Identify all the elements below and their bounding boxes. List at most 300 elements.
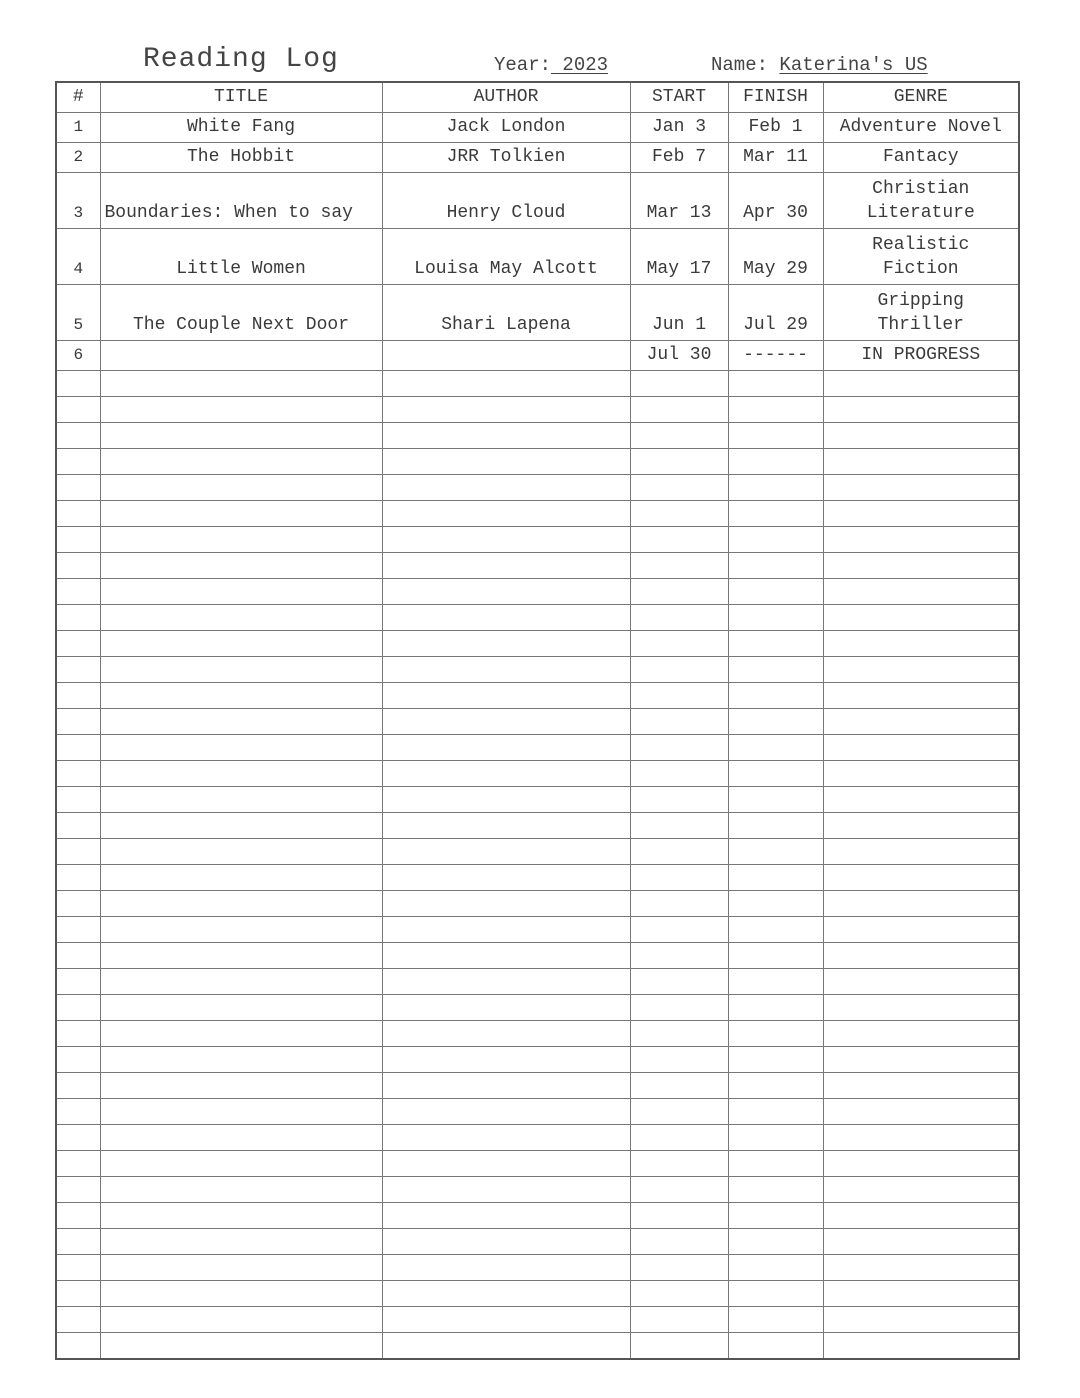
empty-cell bbox=[56, 501, 100, 527]
empty-cell bbox=[382, 423, 630, 449]
empty-cell bbox=[100, 917, 382, 943]
empty-cell bbox=[56, 995, 100, 1021]
column-header-finish: FINISH bbox=[728, 82, 823, 113]
empty-cell bbox=[382, 631, 630, 657]
empty-cell bbox=[56, 761, 100, 787]
empty-cell bbox=[100, 1177, 382, 1203]
table-row bbox=[56, 143, 1019, 173]
empty-cell bbox=[728, 761, 823, 787]
empty-cell bbox=[382, 1099, 630, 1125]
empty-cell bbox=[823, 579, 1019, 605]
empty-cell bbox=[630, 1333, 728, 1360]
year-field bbox=[494, 54, 608, 76]
empty-cell bbox=[728, 1047, 823, 1073]
empty-cell bbox=[56, 1125, 100, 1151]
empty-row bbox=[56, 1125, 1019, 1151]
empty-cell bbox=[728, 423, 823, 449]
empty-row bbox=[56, 1281, 1019, 1307]
empty-cell bbox=[56, 1229, 100, 1255]
empty-cell bbox=[100, 839, 382, 865]
empty-cell bbox=[100, 475, 382, 501]
empty-cell bbox=[100, 735, 382, 761]
genre bbox=[823, 285, 1019, 341]
genre-line-1: Realistic bbox=[872, 235, 970, 255]
empty-cell bbox=[100, 995, 382, 1021]
empty-cell bbox=[100, 813, 382, 839]
empty-row bbox=[56, 553, 1019, 579]
empty-cell bbox=[630, 423, 728, 449]
empty-row bbox=[56, 891, 1019, 917]
empty-cell bbox=[56, 631, 100, 657]
column-header-number: # bbox=[56, 82, 100, 113]
empty-row bbox=[56, 397, 1019, 423]
empty-cell bbox=[56, 371, 100, 397]
empty-cell bbox=[382, 1307, 630, 1333]
empty-cell bbox=[56, 1203, 100, 1229]
genre-line-2: Literature bbox=[866, 203, 975, 223]
empty-cell bbox=[382, 1021, 630, 1047]
empty-cell bbox=[630, 865, 728, 891]
empty-cell bbox=[728, 371, 823, 397]
empty-cell bbox=[100, 761, 382, 787]
empty-cell bbox=[56, 865, 100, 891]
empty-cell bbox=[728, 1151, 823, 1177]
empty-cell bbox=[823, 1229, 1019, 1255]
empty-cell bbox=[823, 995, 1019, 1021]
empty-row bbox=[56, 631, 1019, 657]
empty-cell bbox=[630, 735, 728, 761]
book-author: Louisa May Alcott bbox=[382, 229, 630, 285]
empty-cell bbox=[823, 1307, 1019, 1333]
empty-cell bbox=[823, 839, 1019, 865]
genre: Fantacy bbox=[823, 143, 1019, 173]
empty-cell bbox=[56, 1307, 100, 1333]
empty-cell bbox=[823, 423, 1019, 449]
empty-cell bbox=[728, 1229, 823, 1255]
empty-cell bbox=[728, 579, 823, 605]
empty-cell bbox=[100, 605, 382, 631]
empty-cell bbox=[100, 1307, 382, 1333]
empty-cell bbox=[630, 1125, 728, 1151]
empty-cell bbox=[382, 579, 630, 605]
empty-cell bbox=[630, 1307, 728, 1333]
empty-cell bbox=[100, 1125, 382, 1151]
empty-row bbox=[56, 579, 1019, 605]
empty-cell bbox=[100, 1255, 382, 1281]
empty-cell bbox=[56, 1177, 100, 1203]
start-date: Mar 13 bbox=[630, 173, 728, 229]
finish-date: Apr 30 bbox=[728, 173, 823, 229]
empty-cell bbox=[382, 475, 630, 501]
empty-cell bbox=[100, 397, 382, 423]
book-title: The Couple Next Door bbox=[100, 285, 382, 341]
empty-cell bbox=[100, 527, 382, 553]
empty-row bbox=[56, 1021, 1019, 1047]
empty-cell bbox=[100, 1073, 382, 1099]
empty-cell bbox=[56, 475, 100, 501]
empty-cell bbox=[382, 657, 630, 683]
empty-cell bbox=[382, 605, 630, 631]
empty-cell bbox=[728, 865, 823, 891]
empty-cell bbox=[728, 1073, 823, 1099]
empty-cell bbox=[100, 631, 382, 657]
book-title: Boundaries: When to say bbox=[100, 173, 382, 229]
empty-cell bbox=[56, 1255, 100, 1281]
reading-log-table bbox=[55, 81, 1020, 1360]
finish-date: ------ bbox=[728, 341, 823, 371]
empty-row bbox=[56, 839, 1019, 865]
empty-cell bbox=[382, 787, 630, 813]
table-row bbox=[56, 229, 1019, 285]
empty-cell bbox=[728, 891, 823, 917]
empty-row bbox=[56, 787, 1019, 813]
empty-cell bbox=[823, 1177, 1019, 1203]
empty-cell bbox=[382, 449, 630, 475]
empty-cell bbox=[823, 813, 1019, 839]
empty-cell bbox=[823, 1333, 1019, 1360]
empty-cell bbox=[100, 1333, 382, 1360]
empty-cell bbox=[382, 1151, 630, 1177]
empty-row bbox=[56, 1307, 1019, 1333]
empty-cell bbox=[56, 579, 100, 605]
empty-cell bbox=[728, 943, 823, 969]
genre bbox=[823, 173, 1019, 229]
empty-cell bbox=[630, 995, 728, 1021]
table-row bbox=[56, 173, 1019, 229]
empty-cell bbox=[100, 787, 382, 813]
row-number: 1 bbox=[56, 113, 100, 143]
empty-cell bbox=[728, 1281, 823, 1307]
year-label: Year: bbox=[494, 54, 552, 76]
empty-cell bbox=[56, 1281, 100, 1307]
empty-cell bbox=[728, 1203, 823, 1229]
book-title: White Fang bbox=[100, 113, 382, 143]
book-author: Jack London bbox=[382, 113, 630, 143]
empty-cell bbox=[823, 553, 1019, 579]
year-value: 2023 bbox=[551, 54, 609, 76]
empty-row bbox=[56, 1229, 1019, 1255]
page-title: Reading Log bbox=[143, 44, 339, 75]
empty-cell bbox=[630, 1255, 728, 1281]
empty-cell bbox=[728, 657, 823, 683]
empty-cell bbox=[382, 735, 630, 761]
empty-cell bbox=[728, 1177, 823, 1203]
empty-cell bbox=[728, 1099, 823, 1125]
finish-date: Feb 1 bbox=[728, 113, 823, 143]
empty-cell bbox=[630, 709, 728, 735]
empty-cell bbox=[630, 371, 728, 397]
empty-cell bbox=[100, 657, 382, 683]
empty-cell bbox=[382, 891, 630, 917]
genre-line-1: Gripping bbox=[877, 291, 964, 311]
column-header-genre: GENRE bbox=[823, 82, 1019, 113]
empty-cell bbox=[100, 1099, 382, 1125]
empty-cell bbox=[630, 475, 728, 501]
empty-cell bbox=[630, 1203, 728, 1229]
empty-cell bbox=[630, 397, 728, 423]
empty-cell bbox=[382, 839, 630, 865]
empty-cell bbox=[630, 943, 728, 969]
empty-cell bbox=[823, 631, 1019, 657]
empty-cell bbox=[56, 657, 100, 683]
empty-cell bbox=[823, 709, 1019, 735]
empty-cell bbox=[728, 917, 823, 943]
book-author: Shari Lapena bbox=[382, 285, 630, 341]
finish-date: Jul 29 bbox=[728, 285, 823, 341]
empty-cell bbox=[382, 1125, 630, 1151]
empty-cell bbox=[100, 371, 382, 397]
empty-cell bbox=[728, 605, 823, 631]
empty-cell bbox=[823, 475, 1019, 501]
empty-cell bbox=[100, 709, 382, 735]
empty-cell bbox=[630, 683, 728, 709]
empty-cell bbox=[56, 1021, 100, 1047]
empty-cell bbox=[823, 943, 1019, 969]
empty-cell bbox=[630, 917, 728, 943]
table-row bbox=[56, 113, 1019, 143]
row-number: 5 bbox=[56, 285, 100, 341]
empty-cell bbox=[728, 631, 823, 657]
empty-cell bbox=[823, 891, 1019, 917]
empty-cell bbox=[823, 657, 1019, 683]
start-date: May 17 bbox=[630, 229, 728, 285]
table-row bbox=[56, 341, 1019, 371]
empty-cell bbox=[728, 839, 823, 865]
empty-cell bbox=[630, 787, 728, 813]
empty-cell bbox=[56, 1333, 100, 1360]
genre bbox=[823, 229, 1019, 285]
empty-row bbox=[56, 475, 1019, 501]
empty-cell bbox=[630, 1151, 728, 1177]
empty-cell bbox=[823, 1255, 1019, 1281]
empty-cell bbox=[630, 1281, 728, 1307]
genre: Adventure Novel bbox=[823, 113, 1019, 143]
empty-cell bbox=[56, 891, 100, 917]
start-date: Jul 30 bbox=[630, 341, 728, 371]
empty-row bbox=[56, 917, 1019, 943]
empty-cell bbox=[56, 1151, 100, 1177]
empty-cell bbox=[728, 553, 823, 579]
empty-cell bbox=[100, 1203, 382, 1229]
book-title: Little Women bbox=[100, 229, 382, 285]
empty-cell bbox=[56, 605, 100, 631]
genre-line-1: Christian bbox=[872, 179, 970, 199]
empty-cell bbox=[100, 501, 382, 527]
empty-cell bbox=[382, 527, 630, 553]
empty-cell bbox=[630, 553, 728, 579]
empty-row bbox=[56, 1073, 1019, 1099]
empty-cell bbox=[100, 449, 382, 475]
empty-cell bbox=[382, 995, 630, 1021]
empty-cell bbox=[382, 1255, 630, 1281]
empty-row bbox=[56, 683, 1019, 709]
empty-row bbox=[56, 865, 1019, 891]
empty-cell bbox=[382, 813, 630, 839]
empty-cell bbox=[728, 397, 823, 423]
empty-cell bbox=[630, 1099, 728, 1125]
empty-cell bbox=[630, 1073, 728, 1099]
empty-cell bbox=[56, 969, 100, 995]
empty-cell bbox=[56, 1073, 100, 1099]
empty-cell bbox=[56, 683, 100, 709]
genre-line-2: Fiction bbox=[882, 259, 959, 279]
empty-cell bbox=[56, 1099, 100, 1125]
empty-cell bbox=[100, 1021, 382, 1047]
empty-cell bbox=[56, 917, 100, 943]
empty-cell bbox=[823, 501, 1019, 527]
empty-cell bbox=[823, 1125, 1019, 1151]
empty-row bbox=[56, 1203, 1019, 1229]
empty-cell bbox=[728, 1021, 823, 1047]
empty-cell bbox=[382, 371, 630, 397]
row-number: 6 bbox=[56, 341, 100, 371]
empty-cell bbox=[56, 735, 100, 761]
empty-cell bbox=[100, 865, 382, 891]
empty-row bbox=[56, 449, 1019, 475]
empty-cell bbox=[100, 943, 382, 969]
empty-cell bbox=[100, 969, 382, 995]
empty-cell bbox=[56, 839, 100, 865]
empty-cell bbox=[823, 683, 1019, 709]
empty-cell bbox=[728, 969, 823, 995]
empty-row bbox=[56, 1099, 1019, 1125]
empty-row bbox=[56, 1333, 1019, 1360]
start-date: Jun 1 bbox=[630, 285, 728, 341]
empty-cell bbox=[823, 605, 1019, 631]
finish-date: Mar 11 bbox=[728, 143, 823, 173]
empty-cell bbox=[728, 735, 823, 761]
row-number: 4 bbox=[56, 229, 100, 285]
empty-cell bbox=[728, 527, 823, 553]
empty-row bbox=[56, 995, 1019, 1021]
empty-cell bbox=[382, 709, 630, 735]
empty-cell bbox=[630, 605, 728, 631]
empty-cell bbox=[630, 891, 728, 917]
book-author bbox=[382, 341, 630, 371]
column-header-title: TITLE bbox=[100, 82, 382, 113]
empty-cell bbox=[56, 943, 100, 969]
empty-cell bbox=[630, 1177, 728, 1203]
empty-cell bbox=[382, 1333, 630, 1360]
empty-cell bbox=[728, 1307, 823, 1333]
empty-cell bbox=[823, 397, 1019, 423]
book-author: JRR Tolkien bbox=[382, 143, 630, 173]
empty-cell bbox=[630, 839, 728, 865]
genre: IN PROGRESS bbox=[823, 341, 1019, 371]
empty-cell bbox=[823, 735, 1019, 761]
empty-cell bbox=[382, 397, 630, 423]
empty-cell bbox=[823, 787, 1019, 813]
empty-cell bbox=[382, 865, 630, 891]
empty-cell bbox=[56, 423, 100, 449]
empty-cell bbox=[728, 1255, 823, 1281]
empty-cell bbox=[823, 371, 1019, 397]
empty-row bbox=[56, 501, 1019, 527]
empty-cell bbox=[382, 553, 630, 579]
column-header-start: START bbox=[630, 82, 728, 113]
genre-line-2: Thriller bbox=[877, 315, 964, 335]
empty-cell bbox=[728, 475, 823, 501]
table-row bbox=[56, 285, 1019, 341]
empty-cell bbox=[728, 813, 823, 839]
name-field bbox=[711, 54, 928, 76]
empty-cell bbox=[382, 1047, 630, 1073]
empty-cell bbox=[382, 501, 630, 527]
empty-cell bbox=[823, 527, 1019, 553]
empty-row bbox=[56, 761, 1019, 787]
empty-cell bbox=[728, 501, 823, 527]
empty-cell bbox=[823, 917, 1019, 943]
empty-cell bbox=[728, 1333, 823, 1360]
empty-row bbox=[56, 943, 1019, 969]
row-number: 2 bbox=[56, 143, 100, 173]
empty-cell bbox=[100, 1229, 382, 1255]
empty-cell bbox=[823, 1099, 1019, 1125]
empty-cell bbox=[382, 917, 630, 943]
empty-cell bbox=[630, 579, 728, 605]
empty-cell bbox=[630, 1021, 728, 1047]
empty-row bbox=[56, 735, 1019, 761]
empty-cell bbox=[630, 813, 728, 839]
empty-cell bbox=[823, 449, 1019, 475]
empty-cell bbox=[56, 1047, 100, 1073]
empty-cell bbox=[630, 501, 728, 527]
empty-cell bbox=[382, 1281, 630, 1307]
empty-cell bbox=[382, 1229, 630, 1255]
empty-cell bbox=[728, 449, 823, 475]
empty-cell bbox=[56, 813, 100, 839]
empty-cell bbox=[630, 657, 728, 683]
empty-cell bbox=[100, 423, 382, 449]
start-date: Jan 3 bbox=[630, 113, 728, 143]
empty-row bbox=[56, 709, 1019, 735]
empty-cell bbox=[56, 709, 100, 735]
empty-cell bbox=[100, 1047, 382, 1073]
empty-row bbox=[56, 969, 1019, 995]
empty-cell bbox=[823, 1047, 1019, 1073]
empty-cell bbox=[100, 579, 382, 605]
empty-cell bbox=[728, 1125, 823, 1151]
empty-cell bbox=[823, 969, 1019, 995]
empty-cell bbox=[100, 1281, 382, 1307]
empty-cell bbox=[823, 1073, 1019, 1099]
name-value: Katerina's US bbox=[779, 54, 928, 76]
empty-cell bbox=[823, 1021, 1019, 1047]
empty-cell bbox=[382, 969, 630, 995]
finish-date: May 29 bbox=[728, 229, 823, 285]
empty-cell bbox=[630, 449, 728, 475]
empty-cell bbox=[630, 527, 728, 553]
empty-row bbox=[56, 371, 1019, 397]
empty-cell bbox=[823, 761, 1019, 787]
empty-cell bbox=[630, 1229, 728, 1255]
empty-cell bbox=[728, 787, 823, 813]
empty-row bbox=[56, 423, 1019, 449]
empty-cell bbox=[728, 683, 823, 709]
empty-cell bbox=[630, 631, 728, 657]
empty-cell bbox=[382, 1203, 630, 1229]
empty-cell bbox=[56, 553, 100, 579]
empty-cell bbox=[823, 1281, 1019, 1307]
empty-row bbox=[56, 1151, 1019, 1177]
empty-cell bbox=[728, 995, 823, 1021]
empty-cell bbox=[382, 1073, 630, 1099]
empty-row bbox=[56, 1255, 1019, 1281]
empty-cell bbox=[823, 865, 1019, 891]
empty-cell bbox=[382, 683, 630, 709]
empty-row bbox=[56, 605, 1019, 631]
empty-cell bbox=[382, 943, 630, 969]
